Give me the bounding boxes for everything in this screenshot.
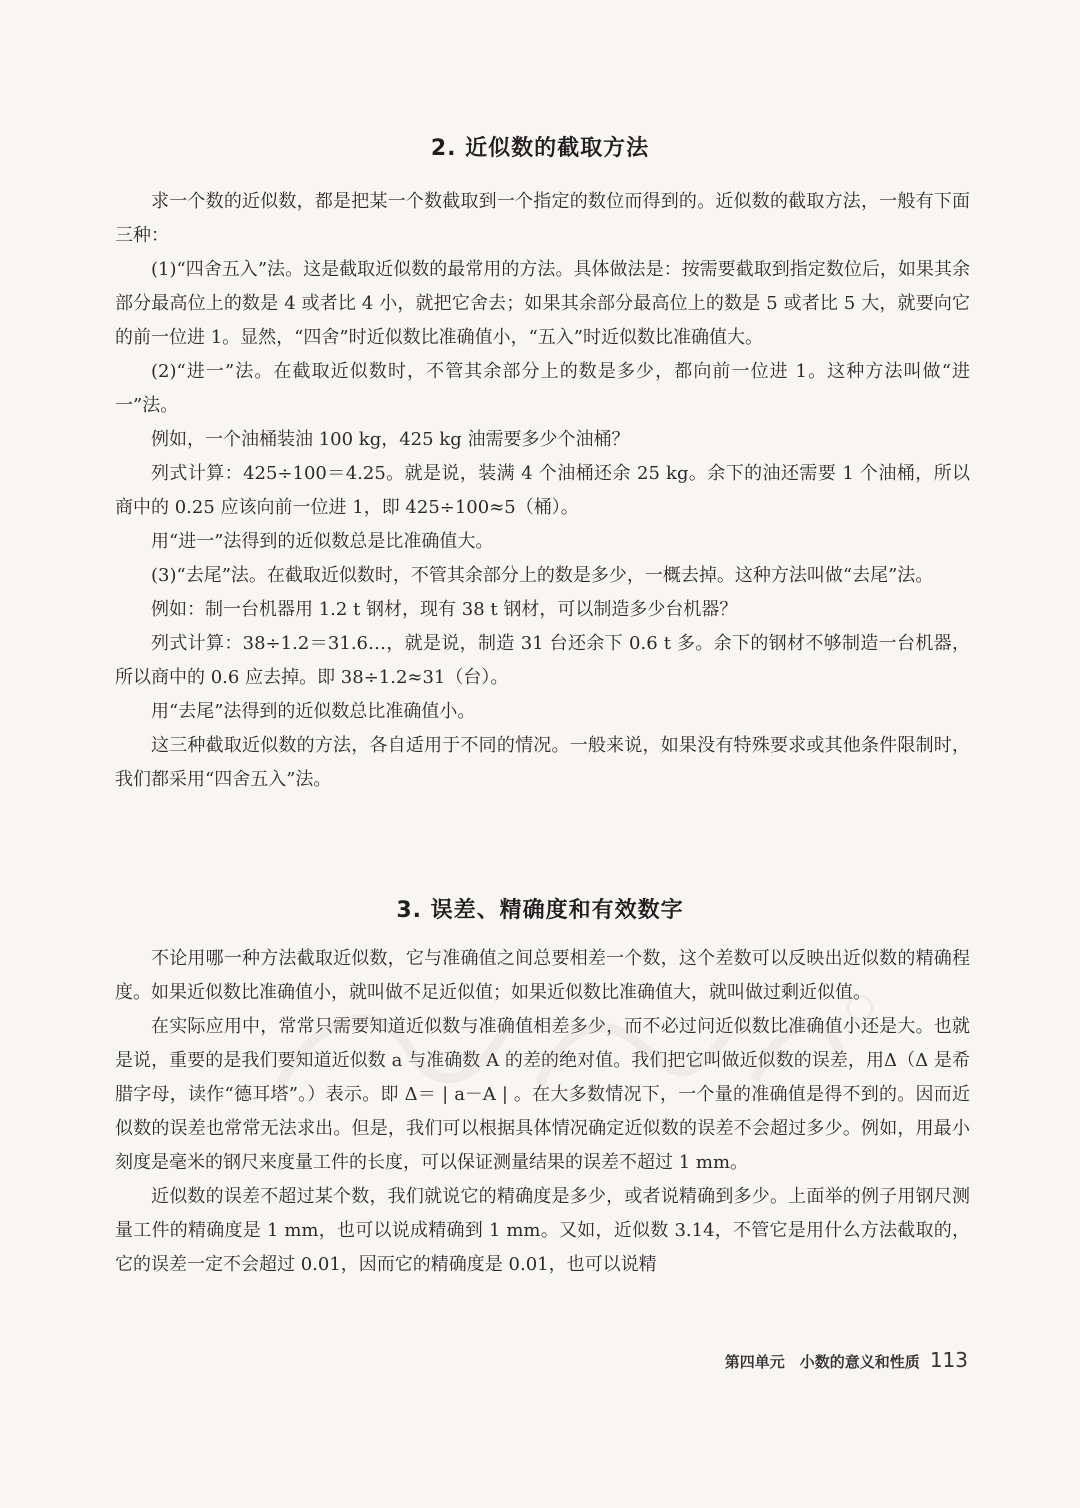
- paragraph: 求一个数的近似数，都是把某一个数截取到一个指定的数位而得到的。近似数的截取方法，一般有下面三种：: [115, 191, 970, 246]
- paragraph: 列式计算：425÷100＝4.25。就是说，装满 4 个油桶还余 25 kg。余下的油还需要 1 个油桶，所以商中的 0.25 应该向前一位进 1，即 425÷100≈5（桶）。: [115, 463, 970, 518]
- section-3-title: 3. 误差、精确度和有效数字: [396, 898, 684, 923]
- paragraph: 列式计算：38÷1.2＝31.6…，就是说，制造 31 台还余下 0.6 t 多。余下的钢材不够制造一台机器，所以商中的 0.6 应去掉。即 38÷1.2≈31（台）。: [115, 633, 970, 688]
- paragraph: (1)“四舍五入”法。这是截取近似数的最常用的方法。具体做法是：按需要截取到指定数位后，如果其余部分最高位上的数是 4 或者比 4 小，就把它舍去；如果其余部分最高位上的数是 5 或者比 5 大，就要向它的前一位进 1。显然，“四舍”时近似数比准确值小，“五入”时近似数比准确值大。: [115, 259, 970, 348]
- paragraph: 这三种截取近似数的方法，各自适用于不同的情况。一般来说，如果没有特殊要求或其他条件限制时，我们都采用“四舍五入”法。: [115, 735, 970, 790]
- section-3-body: [115, 942, 970, 1282]
- paragraph: 不论用哪一种方法截取近似数，它与准确值之间总要相差一个数，这个差数可以反映出近似数的精确程度。如果近似数比准确值小，就叫做不足近似值；如果近似数比准确值大，就叫做过剩近似值。: [115, 948, 970, 1003]
- paragraph: 用“去尾”法得到的近似数总比准确值小。: [151, 701, 476, 722]
- page-number: 113: [929, 1348, 968, 1372]
- page-footer: [0, 1348, 968, 1372]
- paragraph: 在实际应用中，常常只需要知道近似数与准确值相差多少，而不必过问近似数比准确值小还是大。也就是说，重要的是我们要知道近似数 a 与准确数 A 的差的绝对值。我们把它叫做近似数的误差，用Δ（Δ 是希腊字母，读作“德耳塔”。）表示。即 Δ＝ | a－A | 。在大多数情况下，一个量的准确值是得不到的。因而近似数的误差也常常无法求出。但是，我们可以根据具体情况确定近似数的误差不会超过多少。例如，用最小刻度是毫米的钢尺来度量工件的长度，可以保证测量结果的误差不超过 1 mm。: [115, 1016, 970, 1173]
- section-2-title: 2. 近似数的截取方法: [430, 136, 650, 161]
- paragraph: 例如：制一台机器用 1.2 t 钢材，现有 38 t 钢材，可以制造多少台机器？: [151, 599, 738, 620]
- paragraph: (3)“去尾”法。在截取近似数时，不管其余部分上的数是多少，一概去掉。这种方法叫做“去尾”法。: [151, 565, 934, 586]
- section-2-body: [115, 185, 970, 797]
- paragraph: 用“进一”法得到的近似数总是比准确值大。: [151, 531, 494, 552]
- paragraph: (2)“进一”法。在截取近似数时，不管其余部分上的数是多少，都向前一位进 1。这种方法叫做“进一”法。: [115, 361, 970, 416]
- chapter-title: 第四单元 小数的意义和性质: [724, 1353, 920, 1371]
- paragraph: 近似数的误差不超过某个数，我们就说它的精确度是多少，或者说精确到多少。上面举的例子用钢尺测量工件的精确度是 1 mm，也可以说成精确到 1 mm。又如，近似数 3.14，不管它是用什么方法截取的，它的误差一定不会超过 0.01，因而它的精确度是 0.01，也可以说精: [115, 1186, 970, 1275]
- paragraph: 例如，一个油桶装油 100 kg，425 kg 油需要多少个油桶？: [151, 429, 630, 450]
